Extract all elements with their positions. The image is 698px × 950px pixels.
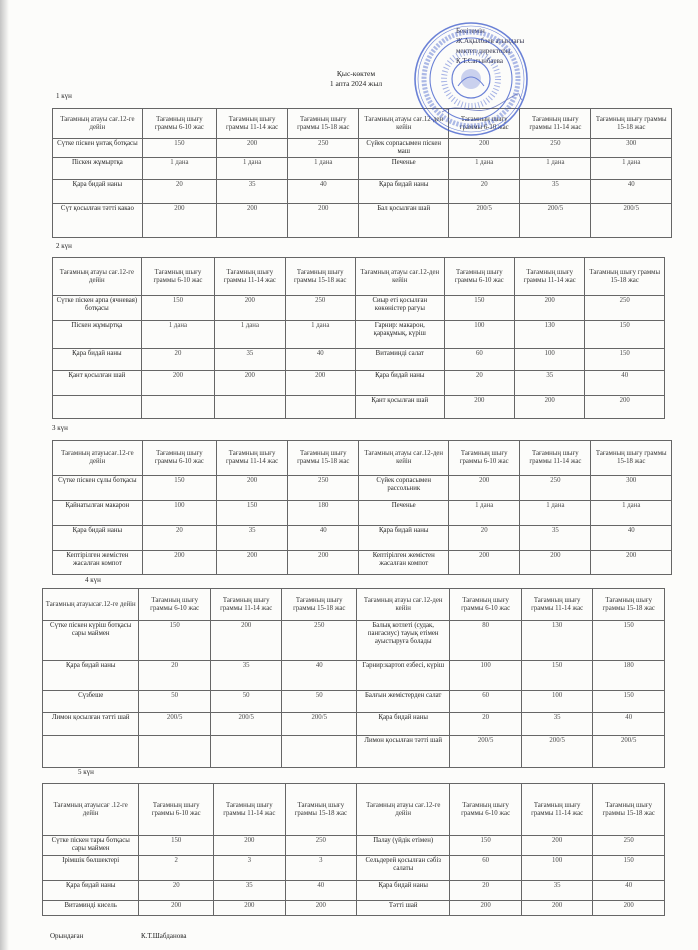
portion-6-10-cell [141, 396, 214, 419]
column-header-portion-6-10: Тағамның шығу граммы 6-10 жас [142, 109, 216, 139]
column-header-portion-11-14: Тағамның шығу граммы 11-14 жас [217, 441, 288, 476]
portion-15-18-cell: 300 [591, 476, 672, 501]
portion-15-18-cell: 150 [585, 349, 665, 371]
portion-15-18-cell: 200 [285, 901, 357, 916]
dish-after-noon-cell: Қара бидай наны [359, 526, 449, 551]
portion-11-14-cell: 100 [521, 691, 593, 713]
header-row [53, 258, 665, 296]
portion-6-10-cell: 60 [450, 691, 522, 713]
portion-15-18-cell: 150 [585, 321, 665, 349]
portion-6-10-cell: 100 [444, 321, 514, 349]
column-header-portion-6-10: Тағамның шығу граммы 6-10 жас [139, 784, 214, 836]
day-1-label: 1 күн [56, 92, 72, 100]
portion-15-18-cell: 200 [593, 901, 665, 916]
dish-before-noon-cell [43, 736, 139, 768]
dish-before-noon-cell: Сүтке піскен ұнтақ ботқасы [53, 139, 143, 158]
portion-11-14-cell: 200 [515, 396, 585, 419]
column-header-portion-11-14: Тағамның шығу граммы 11-14 жас [515, 258, 585, 296]
table-row [53, 180, 672, 204]
approval-director-name: К.Т.Сағынбаева [456, 57, 503, 65]
dish-after-noon-cell: Қара бидай наны [355, 371, 444, 396]
portion-15-18-cell: 150 [593, 621, 665, 661]
dish-before-noon-cell: Қант қосылған шай [53, 371, 142, 396]
portion-6-10-cell: 60 [450, 856, 522, 881]
portion-15-18-cell: 40 [288, 526, 359, 551]
portion-15-18-cell: 40 [285, 881, 357, 901]
portion-15-18-cell: 40 [591, 526, 672, 551]
portion-6-10-cell: 1 дана [449, 501, 520, 526]
dish-before-noon-cell: Сүтке піскен тары ботқасы сары маймен [43, 836, 139, 856]
portion-11-14-cell: 100 [521, 856, 593, 881]
portion-6-10-cell: 20 [141, 349, 214, 371]
column-header-portion-6-10: Тағамның шығу граммы 6-10 жас [449, 441, 520, 476]
table-row [53, 321, 665, 349]
dish-after-noon-cell: Балғын жемістерден салат [357, 691, 450, 713]
portion-6-10-cell: 150 [139, 836, 214, 856]
portion-6-10-cell: 80 [450, 621, 522, 661]
column-header-dish-after-noon: Тағамның атауы сағ.12-ден кейін [359, 109, 449, 139]
day-4-label: 4 күн [85, 576, 101, 584]
portion-11-14-cell: 35 [521, 881, 593, 901]
portion-6-10-cell: 20 [449, 180, 520, 204]
portion-6-10-cell: 1 дана [141, 321, 214, 349]
dish-before-noon-cell: Ірімшік бөлшектері [43, 856, 139, 881]
portion-15-18-cell: 250 [593, 836, 665, 856]
column-header-dish-before-noon: Тағамның атауысағ.12-ге дейін [43, 589, 139, 621]
column-header-portion-15-18: Тағамның шығу граммы 15-18 жас [585, 258, 665, 296]
portion-15-18-cell: 200 [585, 396, 665, 419]
portion-15-18-cell: 180 [288, 501, 359, 526]
portion-15-18-cell: 250 [282, 621, 357, 661]
dish-after-noon-cell: Палау (үйдік етімен) [357, 836, 450, 856]
column-header-portion-6-10: Тағамның шығу граммы 6-10 жас [450, 784, 522, 836]
portion-15-18-cell: 1 дана [591, 501, 672, 526]
dish-after-noon-cell: Сиыр еті қосылған көкөністер рагуы [355, 296, 444, 321]
portion-15-18-cell: 250 [288, 139, 359, 158]
portion-6-10-cell: 200/5 [139, 713, 211, 736]
table-row [43, 661, 665, 691]
portion-11-14-cell: 200/5 [210, 713, 282, 736]
column-header-dish-after-noon: Тағамның атауы сағ.12-ге дейін [357, 784, 450, 836]
column-header-portion-11-14: Тағамның шығу граммы 11-14 жас [521, 784, 593, 836]
portion-6-10-cell: 150 [450, 836, 522, 856]
portion-15-18-cell: 40 [585, 371, 665, 396]
dish-before-noon-cell: Қара бидай наны [53, 349, 142, 371]
portion-11-14-cell [210, 736, 282, 768]
column-header-portion-15-18: Тағамның шығу граммы 15-18 жас [593, 784, 665, 836]
portion-6-10-cell: 60 [444, 349, 514, 371]
dish-after-noon-cell: Балық котлеті (судак, пангасиус) тауық етімен ауыстыруға болады [357, 621, 450, 661]
portion-11-14-cell: 35 [217, 526, 288, 551]
column-header-portion-15-18: Тағамның шығу граммы 15-18 жас [288, 441, 359, 476]
portion-15-18-cell: 50 [282, 691, 357, 713]
portion-15-18-cell: 200 [288, 551, 359, 575]
portion-11-14-cell: 200 [215, 371, 285, 396]
portion-11-14-cell: 35 [521, 713, 593, 736]
portion-15-18-cell: 200 [288, 204, 359, 238]
day-1-menu-table [52, 108, 672, 238]
portion-11-14-cell: 35 [210, 661, 282, 691]
footer-prepared-by-name: К.Т.Шабданова [141, 932, 187, 940]
table-row [53, 139, 672, 158]
portion-11-14-cell: 35 [214, 881, 286, 901]
portion-15-18-cell: 180 [593, 661, 665, 691]
column-header-portion-11-14: Тағамның шығу граммы 11-14 жас [520, 109, 591, 139]
dish-after-noon-cell: Қара бидай наны [357, 881, 450, 901]
column-header-dish-after-noon: Тағамның атауы сағ.12-ден кейін [359, 441, 449, 476]
dish-before-noon-cell: Қара бидай наны [53, 180, 143, 204]
dish-after-noon-cell: Сүйек сорпасымен рассольник [359, 476, 449, 501]
dish-after-noon-cell: Қара бидай наны [359, 180, 449, 204]
portion-6-10-cell: 150 [141, 296, 214, 321]
column-header-dish-after-noon: Тағамның атауы сағ.12-ден кейін [355, 258, 444, 296]
portion-11-14-cell: 200 [217, 139, 288, 158]
dish-before-noon-cell: Сүтке піскен сұлы ботқасы [53, 476, 143, 501]
portion-6-10-cell: 20 [139, 661, 211, 691]
portion-6-10-cell: 150 [142, 476, 216, 501]
column-header-portion-11-14: Тағамның шығу граммы 11-14 жас [217, 109, 288, 139]
table-row [53, 551, 672, 575]
column-header-dish-before-noon: Тағамның атауысағ .12-ге дейін [43, 784, 139, 836]
portion-6-10-cell: 100 [450, 661, 522, 691]
day-3-menu-table [52, 440, 672, 575]
header-row [53, 109, 672, 139]
table-row [43, 691, 665, 713]
portion-15-18-cell: 250 [585, 296, 665, 321]
dish-before-noon-cell: Кептірілген жемістен жасалған компот [53, 551, 143, 575]
dish-before-noon-cell: Сүт қосылған тәтті какао [53, 204, 143, 238]
portion-11-14-cell: 100 [515, 349, 585, 371]
table-row [53, 526, 672, 551]
portion-6-10-cell: 20 [444, 371, 514, 396]
day-3-label: 3 күн [52, 424, 68, 432]
portion-11-14-cell: 35 [520, 180, 591, 204]
dish-after-noon-cell: Бал қосылған шай [359, 204, 449, 238]
column-header-portion-6-10: Тағамның шығу граммы 6-10 жас [449, 109, 520, 139]
column-header-portion-15-18: Тағамның шығу граммы 15-18 жас [591, 441, 672, 476]
dish-before-noon-cell: Сүзбеше [43, 691, 139, 713]
column-header-portion-6-10: Тағамның шығу граммы 6-10 жас [450, 589, 522, 621]
portion-11-14-cell: 200 [521, 901, 593, 916]
dish-after-noon-cell: Гарнир:картоп езбесі, күріш [357, 661, 450, 691]
dish-after-noon-cell: Гарнир: макарон, қарақұмық, күріш [355, 321, 444, 349]
portion-11-14-cell: 200 [521, 836, 593, 856]
scan-edge-shadow [0, 0, 9, 950]
portion-15-18-cell: 40 [591, 180, 672, 204]
portion-15-18-cell: 250 [285, 836, 357, 856]
column-header-portion-6-10: Тағамның шығу граммы 6-10 жас [142, 441, 216, 476]
portion-11-14-cell: 200 [214, 901, 286, 916]
portion-15-18-cell: 200 [591, 551, 672, 575]
portion-11-14-cell: 3 [214, 856, 286, 881]
day-5-menu-table [42, 783, 665, 916]
portion-11-14-cell: 200 [215, 296, 285, 321]
column-header-portion-15-18: Тағамның шығу граммы 15-18 жас [593, 589, 665, 621]
table-row [43, 713, 665, 736]
column-header-portion-11-14: Тағамның шығу граммы 11-14 жас [210, 589, 282, 621]
column-header-dish-after-noon: Тағамның атауы сағ.12-ден кейін [357, 589, 450, 621]
portion-11-14-cell: 200 [217, 204, 288, 238]
dish-after-noon-cell: Витаминді салат [355, 349, 444, 371]
portion-11-14-cell [215, 396, 285, 419]
portion-6-10-cell: 200 [449, 476, 520, 501]
portion-11-14-cell: 200 [214, 836, 286, 856]
day-4-menu-table [42, 588, 665, 768]
school-stamp [412, 20, 530, 138]
table-row [43, 836, 665, 856]
portion-6-10-cell: 150 [142, 139, 216, 158]
day-5-label: 5 күн [78, 768, 94, 776]
portion-6-10-cell [139, 736, 211, 768]
dish-before-noon-cell: Піскен жұмыртқа [53, 321, 142, 349]
portion-6-10-cell: 150 [444, 296, 514, 321]
dish-before-noon-cell: Піскен жұмыртқа [53, 158, 143, 180]
column-header-dish-before-noon: Тағамның атауы сағ.12-ге дейін [53, 258, 142, 296]
dish-before-noon-cell: Қара бидай наны [43, 881, 139, 901]
portion-15-18-cell: 1 дана [591, 158, 672, 180]
portion-15-18-cell [285, 396, 355, 419]
portion-15-18-cell: 3 [285, 856, 357, 881]
portion-11-14-cell: 130 [515, 321, 585, 349]
day-2-menu-table [52, 257, 665, 419]
dish-before-noon-cell: Қайнатылған макарон [53, 501, 143, 526]
portion-11-14-cell: 200/5 [521, 736, 593, 768]
table-row [53, 396, 665, 419]
portion-11-14-cell: 250 [520, 139, 591, 158]
portion-6-10-cell: 20 [142, 526, 216, 551]
dish-before-noon-cell [53, 396, 142, 419]
portion-15-18-cell: 250 [285, 296, 355, 321]
portion-15-18-cell: 40 [288, 180, 359, 204]
portion-6-10-cell: 200 [449, 551, 520, 575]
dish-after-noon-cell: Печенье [359, 501, 449, 526]
table-row [53, 501, 672, 526]
portion-15-18-cell: 200/5 [591, 204, 672, 238]
portion-15-18-cell: 200 [285, 371, 355, 396]
portion-11-14-cell: 1 дана [215, 321, 285, 349]
portion-6-10-cell: 200 [139, 901, 214, 916]
column-header-portion-6-10: Тағамның шығу граммы 6-10 жас [141, 258, 214, 296]
portion-15-18-cell [282, 736, 357, 768]
portion-11-14-cell: 1 дана [520, 501, 591, 526]
document-title [298, 69, 414, 89]
dish-before-noon-cell: Лимон қосылған тәтті шай [43, 713, 139, 736]
portion-11-14-cell: 1 дана [520, 158, 591, 180]
table-row [43, 881, 665, 901]
portion-15-18-cell: 300 [591, 139, 672, 158]
table-row [43, 901, 665, 916]
portion-6-10-cell: 50 [139, 691, 211, 713]
dish-before-noon-cell: Қара бидай наны [53, 526, 143, 551]
portion-6-10-cell: 20 [449, 526, 520, 551]
portion-6-10-cell: 200/5 [450, 736, 522, 768]
header-row [43, 784, 665, 836]
portion-15-18-cell: 150 [593, 691, 665, 713]
dish-after-noon-cell: Кептірілген жемістен жасалған компот [359, 551, 449, 575]
week-title: 1 апта 2024 жыл [329, 79, 383, 88]
portion-11-14-cell: 35 [215, 349, 285, 371]
table-row [43, 856, 665, 881]
approval-heading: Бекітемін [456, 27, 485, 35]
approval-school: Ж.Ақылбаев атындағы [456, 37, 525, 45]
portion-11-14-cell: 250 [520, 476, 591, 501]
header-row [53, 441, 672, 476]
table-row [43, 736, 665, 768]
portion-11-14-cell: 150 [521, 661, 593, 691]
portion-11-14-cell: 200 [217, 476, 288, 501]
dish-after-noon-cell: Қант қосылған шай [355, 396, 444, 419]
portion-15-18-cell: 1 дана [288, 158, 359, 180]
portion-11-14-cell: 200/5 [520, 204, 591, 238]
portion-11-14-cell: 35 [515, 371, 585, 396]
table-row [53, 371, 665, 396]
portion-11-14-cell: 200 [520, 551, 591, 575]
footer-prepared-by-label: Орындаған [50, 932, 84, 940]
season-title: Қыс-көктем [336, 69, 376, 78]
table-row [53, 349, 665, 371]
table-row [53, 296, 665, 321]
portion-6-10-cell: 200 [142, 204, 216, 238]
column-header-portion-6-10: Тағамның шығу граммы 6-10 жас [139, 589, 211, 621]
day-2-label: 2 күн [56, 242, 72, 250]
portion-6-10-cell: 20 [139, 881, 214, 901]
portion-11-14-cell: 200 [217, 551, 288, 575]
portion-11-14-cell: 50 [210, 691, 282, 713]
column-header-portion-15-18: Тағамның шығу граммы 15-18 жас [591, 109, 672, 139]
column-header-dish-before-noon: Тағамның атауысағ.12-ге дейін [53, 441, 143, 476]
portion-6-10-cell: 200 [142, 551, 216, 575]
portion-6-10-cell: 200 [450, 901, 522, 916]
portion-11-14-cell: 150 [217, 501, 288, 526]
dish-before-noon-cell: Витаминді кисель [43, 901, 139, 916]
portion-15-18-cell: 200/5 [593, 736, 665, 768]
portion-15-18-cell: 250 [288, 476, 359, 501]
column-header-portion-11-14: Тағамның шығу граммы 11-14 жас [214, 784, 286, 836]
portion-6-10-cell: 100 [142, 501, 216, 526]
column-header-portion-15-18: Тағамның шығу граммы 15-18 жас [288, 109, 359, 139]
column-header-portion-15-18: Тағамның шығу граммы 15-18 жас [285, 258, 355, 296]
column-header-portion-15-18: Тағамның шығу граммы 15-18 жас [282, 589, 357, 621]
portion-15-18-cell: 40 [593, 713, 665, 736]
dish-after-noon-cell: Печенье [359, 158, 449, 180]
dish-after-noon-cell: Сельдерей қосылған сәбіз салаты [357, 856, 450, 881]
dish-after-noon-cell: Тәтті шай [357, 901, 450, 916]
portion-15-18-cell: 150 [593, 856, 665, 881]
column-header-portion-15-18: Тағамның шығу граммы 15-18 жас [285, 784, 357, 836]
table-row [43, 621, 665, 661]
portion-6-10-cell: 200/5 [449, 204, 520, 238]
column-header-portion-11-14: Тағамның шығу граммы 11-14 жас [215, 258, 285, 296]
portion-11-14-cell: 35 [217, 180, 288, 204]
dish-before-noon-cell: Сүтке піскен арпа (ячневая) ботқасы [53, 296, 142, 321]
table-row [53, 204, 672, 238]
dish-after-noon-cell: Сүйек сорпасымен піскен маш [359, 139, 449, 158]
portion-11-14-cell: 1 дана [217, 158, 288, 180]
portion-6-10-cell: 200 [444, 396, 514, 419]
portion-15-18-cell: 1 дана [285, 321, 355, 349]
column-header-portion-11-14: Тағамның шығу граммы 11-14 жас [521, 589, 593, 621]
column-header-portion-6-10: Тағамның шығу граммы 6-10 жас [444, 258, 514, 296]
portion-11-14-cell: 200 [515, 296, 585, 321]
portion-11-14-cell: 130 [521, 621, 593, 661]
portion-15-18-cell: 40 [593, 881, 665, 901]
portion-15-18-cell: 40 [285, 349, 355, 371]
portion-6-10-cell: 20 [450, 713, 522, 736]
portion-6-10-cell: 150 [139, 621, 211, 661]
column-header-portion-11-14: Тағамның шығу граммы 11-14 жас [520, 441, 591, 476]
table-row [53, 476, 672, 501]
dish-after-noon-cell: Лимон қосылған тәтті шай [357, 736, 450, 768]
dish-before-noon-cell: Сүтке піскен күріш ботқасы сары маймен [43, 621, 139, 661]
portion-15-18-cell: 200/5 [282, 713, 357, 736]
portion-6-10-cell: 200 [449, 139, 520, 158]
portion-6-10-cell: 2 [139, 856, 214, 881]
portion-6-10-cell: 1 дана [142, 158, 216, 180]
portion-15-18-cell: 40 [282, 661, 357, 691]
portion-6-10-cell: 20 [450, 881, 522, 901]
portion-11-14-cell: 200 [210, 621, 282, 661]
dish-before-noon-cell: Қара бидай наны [43, 661, 139, 691]
header-row [43, 589, 665, 621]
dish-after-noon-cell: Қара бидай наны [357, 713, 450, 736]
portion-6-10-cell: 200 [141, 371, 214, 396]
approval-position: мектеп директоры [456, 47, 511, 55]
portion-6-10-cell: 20 [142, 180, 216, 204]
portion-11-14-cell: 35 [520, 526, 591, 551]
portion-6-10-cell: 1 дана [449, 158, 520, 180]
table-row [53, 158, 672, 180]
column-header-dish-before-noon: Тағамның атауы сағ.12-ге дейін [53, 109, 143, 139]
